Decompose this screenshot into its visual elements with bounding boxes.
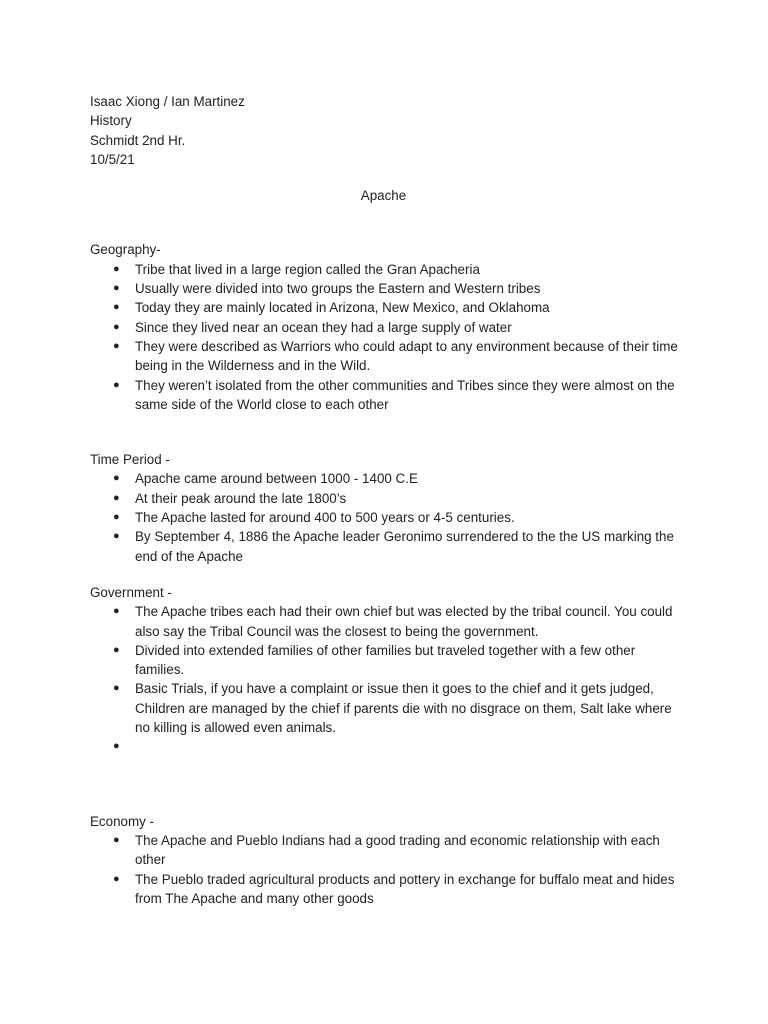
bullet-text: The Pueblo traded agricultural products and pottery in exchange for buffalo meat and hides from The Apache and many other goods [135,871,675,906]
section-geography [90,240,680,414]
document-page [90,92,680,908]
section-heading: Economy - [90,813,154,829]
bullet-text: The Apache tribes each had their own chief but was elected by the tribal council. You could also say the Tribal Council was the closest to being the government. [135,604,673,639]
bullet-list [90,469,680,565]
author-names: Isaac Xiong / Ian Martinez [90,94,245,109]
bullet-list [90,260,680,414]
list-item [90,831,680,870]
header-block [90,92,680,169]
date-line: 10/5/21 [90,151,135,167]
list-item [90,318,680,337]
section-heading: Time Period - [90,452,170,468]
bullet-icon: ● [113,491,120,504]
bullet-icon: ● [113,339,120,352]
list-item [90,508,680,527]
bullet-text: Divided into extended families of other families but traveled together with a few other families. [135,642,636,678]
list-item [90,870,680,909]
list-item [90,279,680,298]
subject-line: History [90,113,132,129]
bullet-icon: ● [113,320,120,333]
bullet-text: The Apache and Pueblo Indians had a good trading and economic relationship with each other [135,832,660,868]
bullet-icon: ● [113,872,120,885]
section-heading: Government - [90,584,172,600]
list-item [90,376,680,415]
bullet-icon: ● [113,530,120,543]
list-item [90,489,680,508]
list-item [90,260,680,279]
list-item [90,337,680,376]
bullet-icon: ● [113,682,120,695]
bullet-list [90,602,680,756]
section-time-period [90,450,680,566]
list-item [90,469,680,488]
bullet-text: Today they are mainly located in Arizona, New Mexico, and Oklahoma [135,300,550,316]
bullet-text: Usually were divided into two groups the Eastern and Western tribes [135,281,541,297]
bullet-text: At their peak around the late 1800’s [135,490,347,506]
bullet-icon: ● [113,282,120,295]
bullet-icon: ● [113,511,120,524]
bullet-icon: ● [113,472,120,485]
bullet-icon: ● [113,301,120,314]
bullet-icon: ● [113,740,120,753]
list-item [90,679,680,737]
document-title: Apache [360,188,407,204]
section-economy [90,812,680,908]
list-item [90,602,680,641]
bullet-text: Tribe that lived in a large region called the Gran Apacheria [135,261,480,277]
list-item [90,298,680,317]
bullet-text: Basic Trials, if you have a complaint or issue then it goes to the chief and it gets judged, Children are managed by the chief if parents die with no disgrace on them, Salt lake where no killing is allowed even animals. [135,681,672,736]
bullet-text: They were described as Warriors who could adapt to any environment because of their time being in the Wilderness and in the Wild. [135,338,678,374]
list-item [90,641,680,680]
section-heading: Geography- [90,242,161,258]
bullet-text: Since they lived near an ocean they had a large supply of water [135,319,512,335]
bullet-icon: ● [113,833,120,846]
bullet-text: By September 4, 1886 the Apache leader Geronimo surrendered to the the US marking the end of the Apache [135,529,674,564]
list-item [90,527,680,566]
bullet-icon: ● [113,643,120,656]
bullet-icon: ● [113,605,120,618]
bullet-icon: ● [113,262,120,275]
section-government [90,583,680,757]
bullet-icon: ● [113,378,120,391]
bullet-text: The Apache lasted for around 400 to 500 years or 4-5 centuries. [135,510,515,526]
bullet-text: They weren’t isolated from the other communities and Tribes since they were almost on the same side of the World close to each other [135,377,675,412]
list-item [90,737,680,756]
class-line: Schmidt 2nd Hr. [90,132,186,148]
bullet-list [90,831,680,908]
bullet-text: Apache came around between 1000 - 1400 C.E [135,471,418,487]
